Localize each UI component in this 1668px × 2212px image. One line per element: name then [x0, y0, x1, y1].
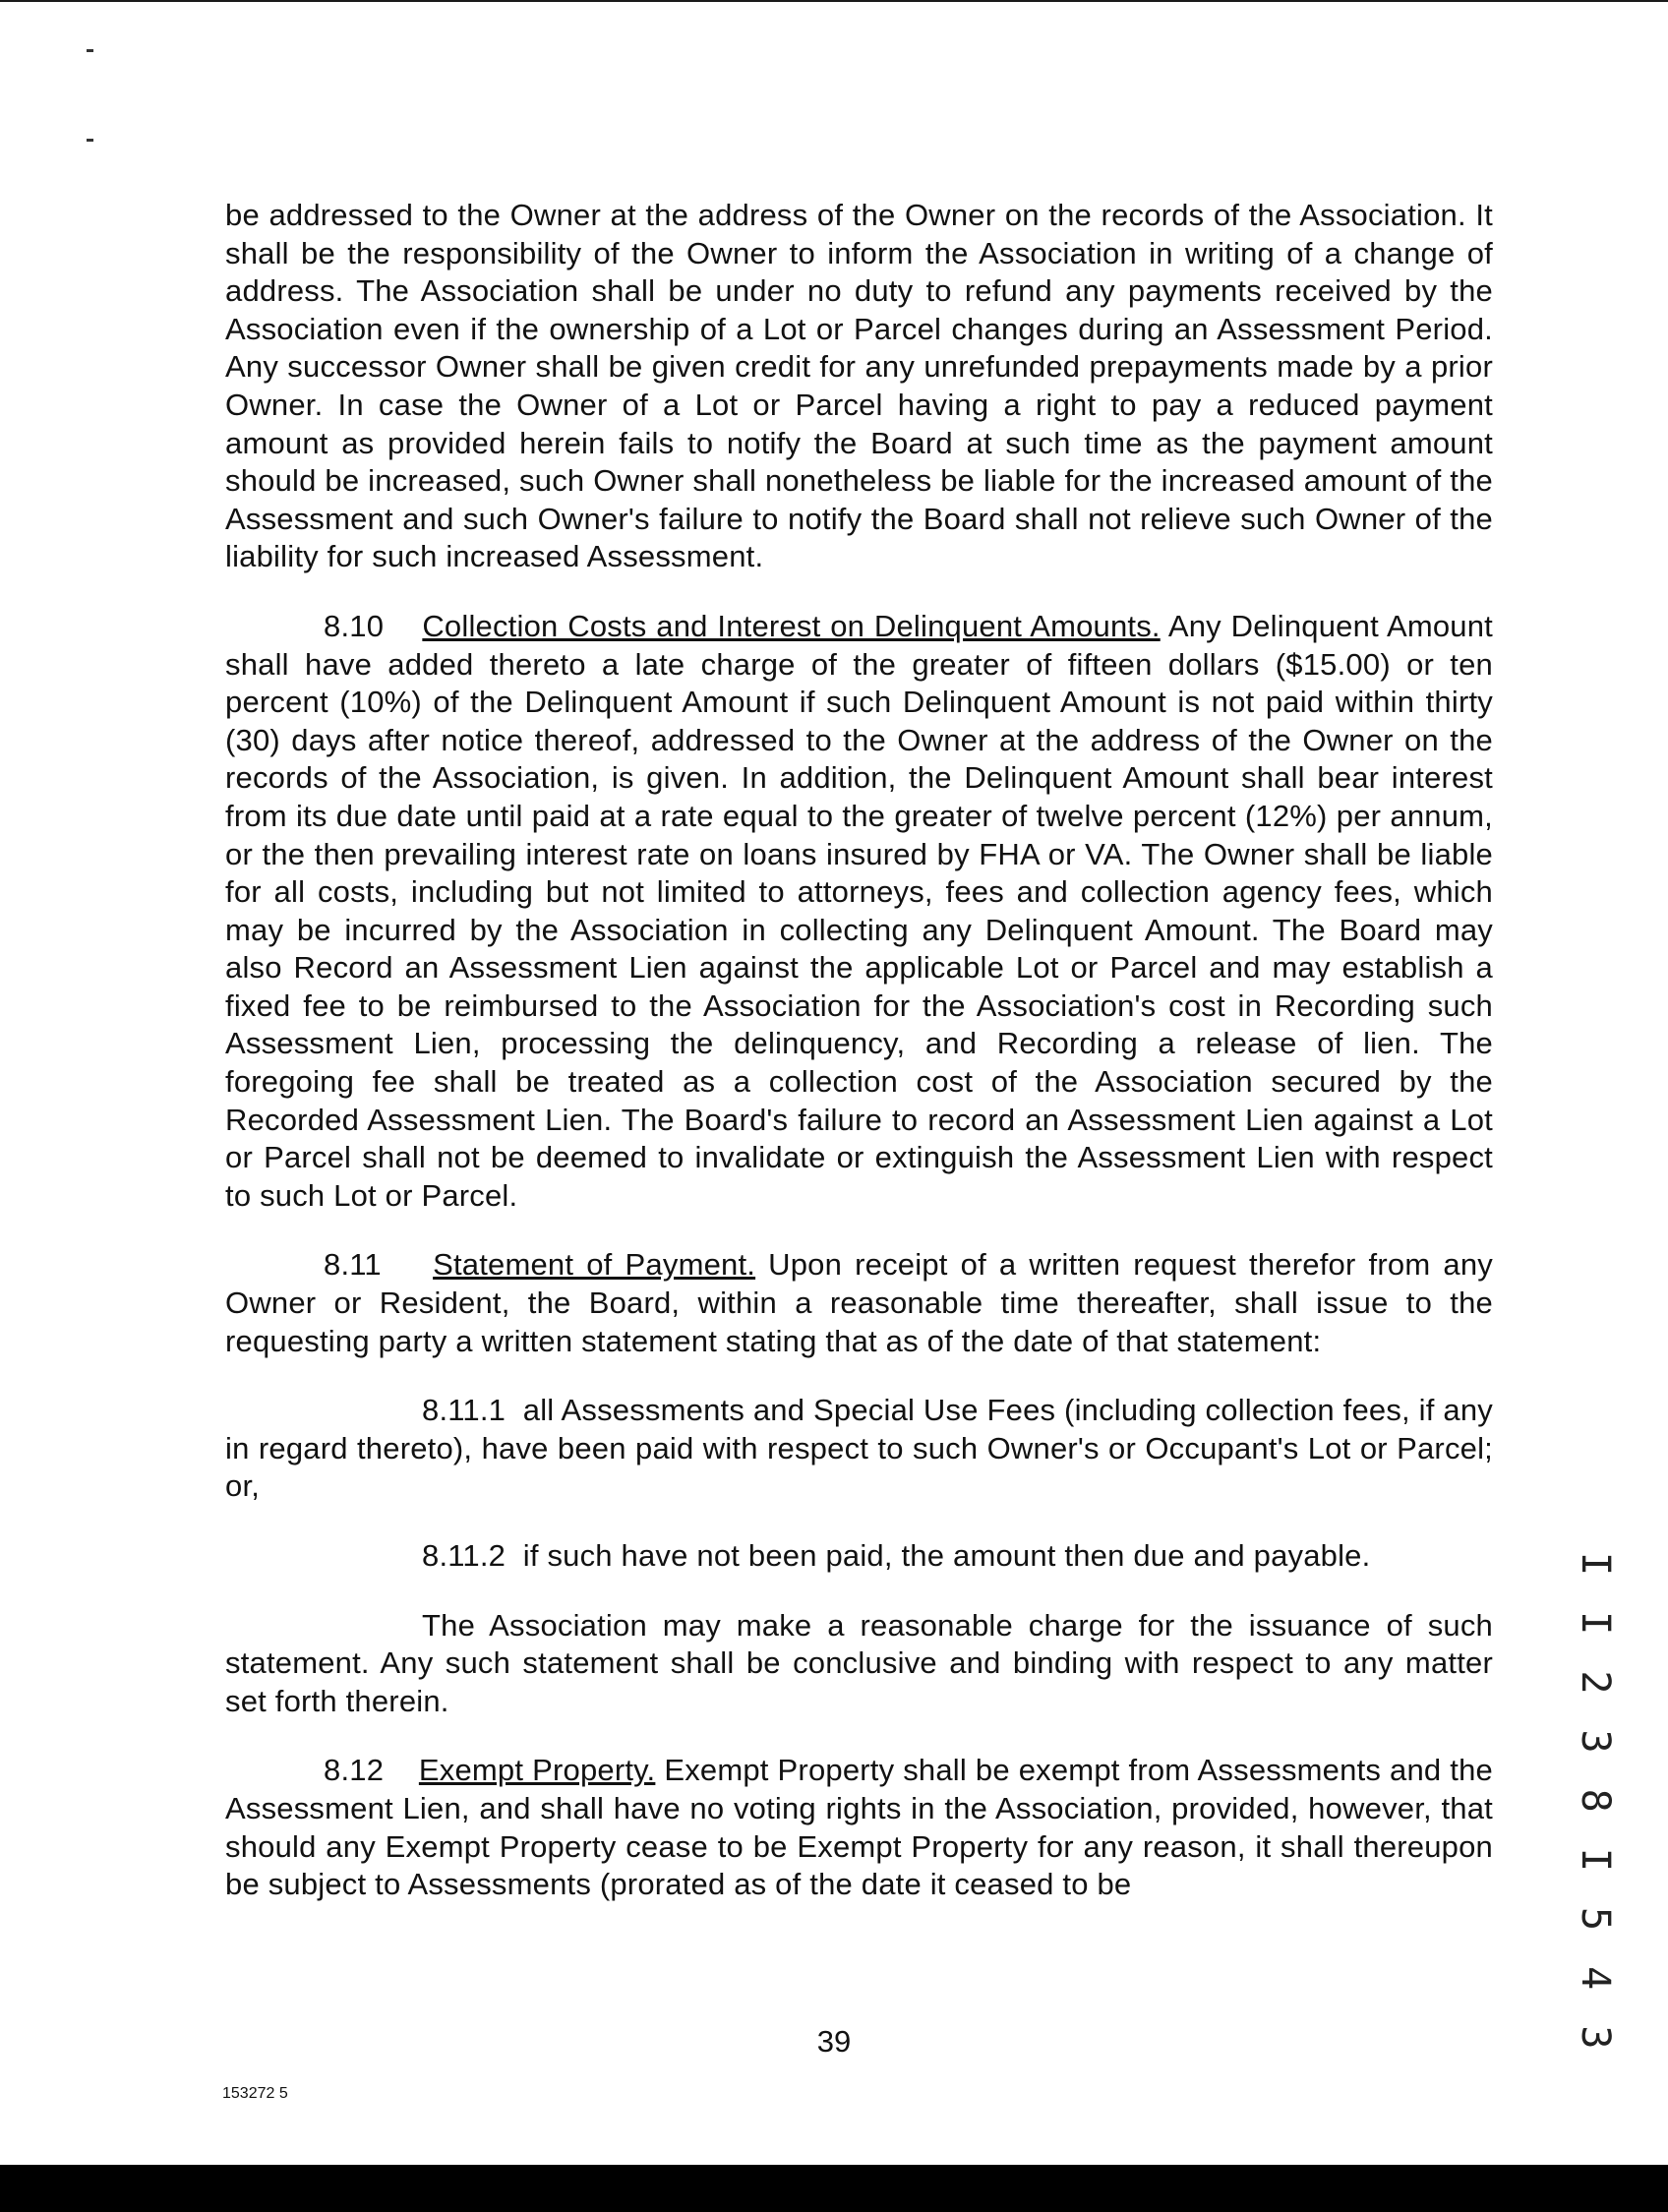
subsection-8-11-1 — [225, 1392, 1493, 1506]
section-number: 8.12 — [324, 1753, 385, 1788]
section-text: Exempt Property shall be exempt from Assessments and the Assessment Lien, and shall have no voting rights in the Association, provided, however, that should any Exempt Property cease to be Exempt Property for any reason, it shall thereupon be subject to Assessments (prorated as of the date it ceased to be — [225, 1753, 1493, 1902]
subsection-number: 8.11.2 — [422, 1538, 506, 1573]
scan-mark-2 — [87, 139, 93, 142]
document-code: 153272 5 — [222, 2085, 288, 2102]
subsection-8-11-2 — [225, 1537, 1493, 1576]
scan-mark-1 — [87, 49, 93, 52]
section-8-11 — [225, 1246, 1493, 1360]
subsection-text: if such have not been paid, the amount then due and payable. — [522, 1538, 1371, 1573]
scan-bottom-edge — [0, 2165, 1668, 2212]
section-text: Any Delinquent Amount shall have added thereto a late charge of the greater of fifteen dollars ($15.00) or ten percent (10%) of the Delinquent Amount if such Delinquent Amount is not paid within thirty (30) days after notice thereof, addressed to the Owner at the address of the Owner on the records of the Association, is given. In addition, the Delinquent Amount shall bear interest from its due date until paid at a rate equal to the greater of twelve percent (12%) per annum, or the then prevailing interest rate on loans insured by FHA or VA. The Owner shall be liable for all costs, including but not limited to attorneys, fees and collection agency fees, which may be incurred by the Association in collecting any Delinquent Amount. The Board may also Record an Assessment Lien against the applicable Lot or Parcel and may establish a fixed fee to be reimbursed to the Association for the Association's cost in Recording such Assessment Lien, processing the delinquency, and Recording a release of lien. The foregoing fee shall be treated as a collection cost of the Association secured by the Recorded Assessment Lien. The Board's failure to record an Assessment Lien against a Lot or Parcel shall not be deemed to invalidate or extinguish the Assessment Lien with respect to such Lot or Parcel. — [225, 608, 1493, 1213]
subsection-text: all Assessments and Special Use Fees (including collection fees, if any in regard thereto), have been paid with respect to such Owner's or Occupant's Lot or Parcel; or, — [225, 1393, 1493, 1504]
subsection-number: 8.11.1 — [422, 1393, 506, 1428]
document-body — [225, 197, 1493, 1936]
section-heading: Collection Costs and Interest on Delinquent Amounts. — [422, 608, 1161, 643]
paragraph-continuation: be addressed to the Owner at the address of the Owner on the records of the Association. It shall be the responsibility of the Owner to inform the Association in writing of a change of address. The Association shall be under no duty to refund any payments received by the Association even if the ownership of a Lot or Parcel changes during an Assessment Period. Any successor Owner shall be given credit for any unrefunded prepayments made by a prior Owner. In case the Owner of a Lot or Parcel having a right to pay a reduced payment amount as provided herein fails to notify the Board at such time as the payment amount should be increased, such Owner shall nonetheless be liable for the increased amount of the Assessment and such Owner's failure to notify the Board shall not relieve such Owner of the liability for such increased Assessment. — [225, 198, 1493, 574]
page-number: 39 — [816, 2024, 852, 2059]
section-8-12 — [225, 1752, 1493, 1903]
section-text: Upon receipt of a written request therefor from any Owner or Resident, the Board, within a reasonable time thereafter, shall issue to the requesting party a written statement stating that as of the date of that statement: — [225, 1247, 1493, 1358]
section-number: 8.10 — [324, 608, 385, 643]
paragraph-charge: The Association may make a reasonable charge for the issuance of such statement. Any such statement shall be conclusive and binding with respect to any matter set forth therein. — [225, 1607, 1493, 1718]
recording-stamp: I I 2 3 8 I 5 4 3 — [1573, 1552, 1618, 2056]
section-8-10 — [225, 608, 1493, 1216]
section-heading: Statement of Payment. — [433, 1247, 756, 1283]
section-heading: Exempt Property. — [418, 1753, 656, 1788]
section-number: 8.11 — [324, 1247, 382, 1283]
top-border-line — [0, 0, 1668, 2]
